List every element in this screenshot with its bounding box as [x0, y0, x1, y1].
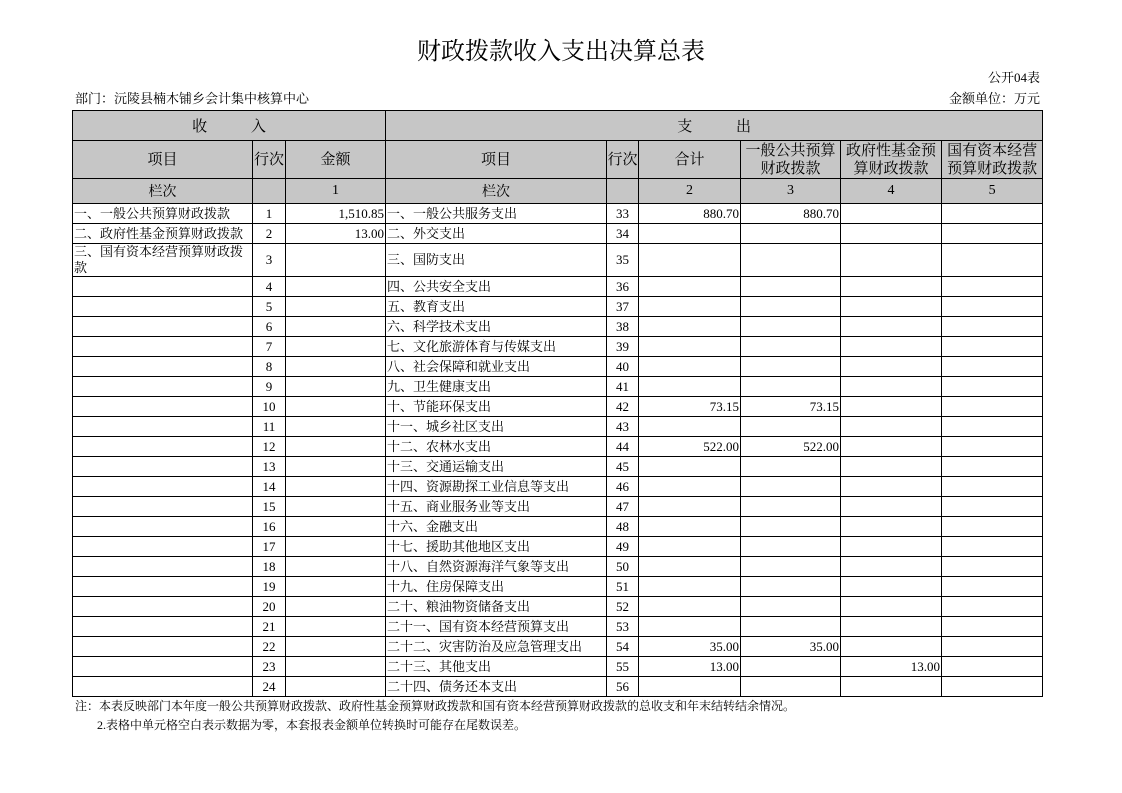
- col-header-gov-fund: 政府性基金预算财政拨款: [841, 141, 942, 179]
- expense-item-cell: 十五、商业服务业等支出: [386, 497, 607, 517]
- general-budget-cell: 880.70: [741, 204, 841, 224]
- expense-line-cell: 47: [607, 497, 639, 517]
- expense-item-cell: 五、教育支出: [386, 297, 607, 317]
- income-line-cell: 6: [253, 317, 286, 337]
- total-cell: [639, 457, 741, 477]
- income-line-cell: 9: [253, 377, 286, 397]
- expense-line-cell: 36: [607, 277, 639, 297]
- total-cell: [639, 224, 741, 244]
- income-amount-cell: 1,510.85: [286, 204, 386, 224]
- state-capital-cell: [942, 677, 1043, 697]
- income-amount-cell: [286, 477, 386, 497]
- table-row: [73, 497, 1043, 517]
- amount-unit-label: 金额单位：万元: [948, 91, 1040, 106]
- index-cell: 1: [286, 179, 386, 204]
- income-line-cell: 17: [253, 537, 286, 557]
- income-line-cell: 18: [253, 557, 286, 577]
- income-amount-cell: [286, 577, 386, 597]
- index-cell: 3: [741, 179, 841, 204]
- total-cell: 880.70: [639, 204, 741, 224]
- income-item-cell: [73, 537, 253, 557]
- general-budget-cell: [741, 597, 841, 617]
- total-cell: 35.00: [639, 637, 741, 657]
- gov-fund-cell: [841, 617, 942, 637]
- expense-line-cell: 43: [607, 417, 639, 437]
- general-budget-cell: [741, 617, 841, 637]
- total-cell: [639, 497, 741, 517]
- index-row: [73, 179, 1043, 204]
- table-row: [73, 477, 1043, 497]
- income-item-cell: [73, 337, 253, 357]
- state-capital-cell: [942, 537, 1043, 557]
- general-budget-cell: [741, 677, 841, 697]
- total-cell: [639, 297, 741, 317]
- state-capital-cell: [942, 477, 1043, 497]
- income-item-cell: [73, 417, 253, 437]
- expense-item-cell: 八、社会保障和就业支出: [386, 357, 607, 377]
- expense-item-cell: 十六、金融支出: [386, 517, 607, 537]
- index-cell: 栏次: [73, 179, 253, 204]
- income-item-cell: [73, 317, 253, 337]
- income-amount-cell: [286, 537, 386, 557]
- expense-item-cell: 十一、城乡社区支出: [386, 417, 607, 437]
- income-item-cell: [73, 437, 253, 457]
- gov-fund-cell: [841, 437, 942, 457]
- state-capital-cell: [942, 317, 1043, 337]
- income-item-cell: [73, 677, 253, 697]
- expense-item-cell: 三、国防支出: [386, 244, 607, 277]
- general-budget-cell: [741, 577, 841, 597]
- state-capital-cell: [942, 204, 1043, 224]
- state-capital-cell: [942, 297, 1043, 317]
- income-line-cell: 24: [253, 677, 286, 697]
- income-amount-cell: [286, 337, 386, 357]
- income-amount-cell: [286, 497, 386, 517]
- income-line-cell: 12: [253, 437, 286, 457]
- gov-fund-cell: [841, 224, 942, 244]
- expense-item-cell: 十八、自然资源海洋气象等支出: [386, 557, 607, 577]
- income-amount-cell: [286, 597, 386, 617]
- state-capital-cell: [942, 457, 1043, 477]
- expense-item-cell: 九、卫生健康支出: [386, 377, 607, 397]
- col-header-expense-line: 行次: [607, 141, 639, 179]
- table-row: [73, 637, 1043, 657]
- expense-item-cell: 四、公共安全支出: [386, 277, 607, 297]
- expense-line-cell: 51: [607, 577, 639, 597]
- total-cell: [639, 597, 741, 617]
- expense-line-cell: 55: [607, 657, 639, 677]
- general-budget-cell: [741, 297, 841, 317]
- total-cell: [639, 537, 741, 557]
- income-item-cell: [73, 497, 253, 517]
- note-2: 2.表格中单元格空白表示数据为零，本套报表金额单位转换时可能存在尾数误差。: [97, 718, 527, 732]
- income-item-cell: 二、政府性基金预算财政拨款: [73, 224, 253, 244]
- total-cell: [639, 337, 741, 357]
- income-item-cell: [73, 277, 253, 297]
- expense-item-cell: 七、文化旅游体育与传媒支出: [386, 337, 607, 357]
- expense-line-cell: 52: [607, 597, 639, 617]
- total-cell: [639, 677, 741, 697]
- table-row: [73, 617, 1043, 637]
- table-row: [73, 297, 1043, 317]
- income-line-cell: 1: [253, 204, 286, 224]
- income-item-cell: [73, 457, 253, 477]
- gov-fund-cell: [841, 277, 942, 297]
- general-budget-cell: 73.15: [741, 397, 841, 417]
- state-capital-cell: [942, 357, 1043, 377]
- col-header-income-item: 项目: [73, 141, 253, 179]
- expense-item-cell: 十三、交通运输支出: [386, 457, 607, 477]
- gov-fund-cell: [841, 497, 942, 517]
- income-item-cell: [73, 617, 253, 637]
- income-line-cell: 19: [253, 577, 286, 597]
- state-capital-cell: [942, 377, 1043, 397]
- budget-table: [72, 110, 1043, 697]
- income-amount-cell: [286, 317, 386, 337]
- gov-fund-cell: [841, 204, 942, 224]
- department-label: 部门：沅陵县楠木铺乡会计集中核算中心: [75, 91, 310, 106]
- income-item-cell: [73, 357, 253, 377]
- general-budget-cell: [741, 317, 841, 337]
- general-budget-cell: [741, 224, 841, 244]
- total-cell: [639, 244, 741, 277]
- general-budget-cell: [741, 497, 841, 517]
- expense-line-cell: 48: [607, 517, 639, 537]
- income-amount-cell: [286, 457, 386, 477]
- expense-item-cell: 十、节能环保支出: [386, 397, 607, 417]
- income-item-cell: [73, 517, 253, 537]
- state-capital-cell: [942, 277, 1043, 297]
- note-1: 注：本表反映部门本年度一般公共预算财政拨款、政府性基金预算财政拨款和国有资本经营预算财政拨款的总收支和年末结转结余情况。: [75, 699, 796, 713]
- table-row: [73, 397, 1043, 417]
- general-budget-cell: [741, 357, 841, 377]
- expense-item-cell: 二、外交支出: [386, 224, 607, 244]
- income-line-cell: 2: [253, 224, 286, 244]
- table-row: [73, 357, 1043, 377]
- general-budget-cell: [741, 557, 841, 577]
- expense-item-cell: 十七、援助其他地区支出: [386, 537, 607, 557]
- state-capital-cell: [942, 617, 1043, 637]
- income-amount-cell: [286, 377, 386, 397]
- state-capital-cell: [942, 417, 1043, 437]
- expense-item-cell: 十二、农林水支出: [386, 437, 607, 457]
- table-row: [73, 244, 1043, 277]
- column-header-row: [73, 141, 1043, 179]
- income-amount-cell: [286, 517, 386, 537]
- expense-line-cell: 34: [607, 224, 639, 244]
- income-item-cell: [73, 557, 253, 577]
- income-amount-cell: [286, 657, 386, 677]
- expense-line-cell: 33: [607, 204, 639, 224]
- table-row: [73, 457, 1043, 477]
- table-row: [73, 337, 1043, 357]
- expense-line-cell: 53: [607, 617, 639, 637]
- table-row: [73, 677, 1043, 697]
- general-budget-cell: [741, 377, 841, 397]
- income-line-cell: 4: [253, 277, 286, 297]
- gov-fund-cell: [841, 577, 942, 597]
- income-item-cell: 一、一般公共预算财政拨款: [73, 204, 253, 224]
- income-line-cell: 7: [253, 337, 286, 357]
- gov-fund-cell: 13.00: [841, 657, 942, 677]
- expense-line-cell: 54: [607, 637, 639, 657]
- total-cell: 73.15: [639, 397, 741, 417]
- table-row: [73, 557, 1043, 577]
- state-capital-cell: [942, 657, 1043, 677]
- income-line-cell: 5: [253, 297, 286, 317]
- expense-line-cell: 45: [607, 457, 639, 477]
- gov-fund-cell: [841, 637, 942, 657]
- expense-item-cell: 二十四、债务还本支出: [386, 677, 607, 697]
- income-line-cell: 11: [253, 417, 286, 437]
- col-header-expense-item: 项目: [386, 141, 607, 179]
- table-row: [73, 577, 1043, 597]
- income-line-cell: 21: [253, 617, 286, 637]
- income-line-cell: 8: [253, 357, 286, 377]
- gov-fund-cell: [841, 537, 942, 557]
- total-cell: [639, 577, 741, 597]
- expense-line-cell: 41: [607, 377, 639, 397]
- general-budget-cell: [741, 537, 841, 557]
- income-amount-cell: [286, 277, 386, 297]
- income-amount-cell: [286, 244, 386, 277]
- index-cell: 2: [639, 179, 741, 204]
- expense-line-cell: 50: [607, 557, 639, 577]
- table-row: [73, 597, 1043, 617]
- gov-fund-cell: [841, 377, 942, 397]
- table-body: [73, 204, 1043, 697]
- general-budget-cell: [741, 477, 841, 497]
- table-row: [73, 537, 1043, 557]
- income-amount-cell: 13.00: [286, 224, 386, 244]
- income-line-cell: 14: [253, 477, 286, 497]
- general-budget-cell: [741, 457, 841, 477]
- income-amount-cell: [286, 437, 386, 457]
- gov-fund-cell: [841, 244, 942, 277]
- gov-fund-cell: [841, 517, 942, 537]
- income-amount-cell: [286, 637, 386, 657]
- income-amount-cell: [286, 397, 386, 417]
- income-line-cell: 22: [253, 637, 286, 657]
- income-amount-cell: [286, 677, 386, 697]
- income-item-cell: [73, 377, 253, 397]
- expense-line-cell: 35: [607, 244, 639, 277]
- state-capital-cell: [942, 397, 1043, 417]
- table-row: [73, 417, 1043, 437]
- total-cell: [639, 557, 741, 577]
- expense-item-cell: 十九、住房保障支出: [386, 577, 607, 597]
- expense-item-cell: 二十、粮油物资储备支出: [386, 597, 607, 617]
- gov-fund-cell: [841, 477, 942, 497]
- income-line-cell: 20: [253, 597, 286, 617]
- index-cell: 5: [942, 179, 1043, 204]
- col-header-income-amount: 金额: [286, 141, 386, 179]
- income-line-cell: 13: [253, 457, 286, 477]
- total-cell: [639, 477, 741, 497]
- expense-item-cell: 十四、资源勘探工业信息等支出: [386, 477, 607, 497]
- expense-line-cell: 49: [607, 537, 639, 557]
- state-capital-cell: [942, 597, 1043, 617]
- expense-item-cell: 二十三、其他支出: [386, 657, 607, 677]
- income-amount-cell: [286, 557, 386, 577]
- page-title: 财政拨款收入支出决算总表: [417, 39, 705, 65]
- general-budget-cell: [741, 244, 841, 277]
- table-row: [73, 204, 1043, 224]
- total-cell: 522.00: [639, 437, 741, 457]
- state-capital-cell: [942, 517, 1043, 537]
- index-cell: 4: [841, 179, 942, 204]
- gov-fund-cell: [841, 457, 942, 477]
- gov-fund-cell: [841, 317, 942, 337]
- state-capital-cell: [942, 224, 1043, 244]
- income-line-cell: 15: [253, 497, 286, 517]
- table-row: [73, 317, 1043, 337]
- expense-line-cell: 56: [607, 677, 639, 697]
- total-cell: [639, 317, 741, 337]
- total-cell: [639, 617, 741, 637]
- general-budget-cell: 35.00: [741, 637, 841, 657]
- state-capital-cell: [942, 577, 1043, 597]
- col-header-general-budget: 一般公共预算财政拨款: [741, 141, 841, 179]
- income-item-cell: [73, 477, 253, 497]
- gov-fund-cell: [841, 597, 942, 617]
- table-row: [73, 517, 1043, 537]
- income-line-cell: 3: [253, 244, 286, 277]
- general-budget-cell: [741, 517, 841, 537]
- income-line-cell: 16: [253, 517, 286, 537]
- income-item-cell: [73, 297, 253, 317]
- total-cell: [639, 517, 741, 537]
- expense-line-cell: 46: [607, 477, 639, 497]
- gov-fund-cell: [841, 357, 942, 377]
- expense-line-cell: 44: [607, 437, 639, 457]
- gov-fund-cell: [841, 397, 942, 417]
- expense-item-cell: 二十一、国有资本经营预算支出: [386, 617, 607, 637]
- state-capital-cell: [942, 497, 1043, 517]
- gov-fund-cell: [841, 557, 942, 577]
- income-item-cell: 三、国有资本经营预算财政拨款: [73, 244, 253, 277]
- income-amount-cell: [286, 297, 386, 317]
- income-item-cell: [73, 657, 253, 677]
- table-row: [73, 224, 1043, 244]
- income-item-cell: [73, 577, 253, 597]
- expense-line-cell: 37: [607, 297, 639, 317]
- income-item-cell: [73, 397, 253, 417]
- gov-fund-cell: [841, 337, 942, 357]
- general-budget-cell: [741, 417, 841, 437]
- total-cell: 13.00: [639, 657, 741, 677]
- col-header-total: 合计: [639, 141, 741, 179]
- total-cell: [639, 277, 741, 297]
- income-amount-cell: [286, 357, 386, 377]
- index-cell: 栏次: [386, 179, 607, 204]
- income-section-header: 收 入: [73, 111, 386, 141]
- general-budget-cell: [741, 657, 841, 677]
- income-amount-cell: [286, 417, 386, 437]
- expense-line-cell: 38: [607, 317, 639, 337]
- expense-line-cell: 40: [607, 357, 639, 377]
- gov-fund-cell: [841, 297, 942, 317]
- income-amount-cell: [286, 617, 386, 637]
- table-row: [73, 277, 1043, 297]
- state-capital-cell: [942, 337, 1043, 357]
- general-budget-cell: [741, 337, 841, 357]
- expense-line-cell: 42: [607, 397, 639, 417]
- state-capital-cell: [942, 637, 1043, 657]
- expense-item-cell: 一、一般公共服务支出: [386, 204, 607, 224]
- expense-item-cell: 二十二、灾害防治及应急管理支出: [386, 637, 607, 657]
- general-budget-cell: 522.00: [741, 437, 841, 457]
- table-row: [73, 377, 1043, 397]
- table-row: [73, 657, 1043, 677]
- income-line-cell: 10: [253, 397, 286, 417]
- col-header-income-line: 行次: [253, 141, 286, 179]
- section-header-row: [73, 111, 1043, 141]
- expense-section-header: 支 出: [386, 111, 1043, 141]
- table-row: [73, 437, 1043, 457]
- state-capital-cell: [942, 244, 1043, 277]
- form-code: 公开04表: [987, 70, 1040, 85]
- expense-line-cell: 39: [607, 337, 639, 357]
- total-cell: [639, 417, 741, 437]
- gov-fund-cell: [841, 417, 942, 437]
- gov-fund-cell: [841, 677, 942, 697]
- col-header-state-capital: 国有资本经营预算财政拨款: [942, 141, 1043, 179]
- index-cell: [253, 179, 286, 204]
- expense-item-cell: 六、科学技术支出: [386, 317, 607, 337]
- income-line-cell: 23: [253, 657, 286, 677]
- state-capital-cell: [942, 437, 1043, 457]
- general-budget-cell: [741, 277, 841, 297]
- income-item-cell: [73, 597, 253, 617]
- index-cell: [607, 179, 639, 204]
- income-item-cell: [73, 637, 253, 657]
- total-cell: [639, 377, 741, 397]
- state-capital-cell: [942, 557, 1043, 577]
- total-cell: [639, 357, 741, 377]
